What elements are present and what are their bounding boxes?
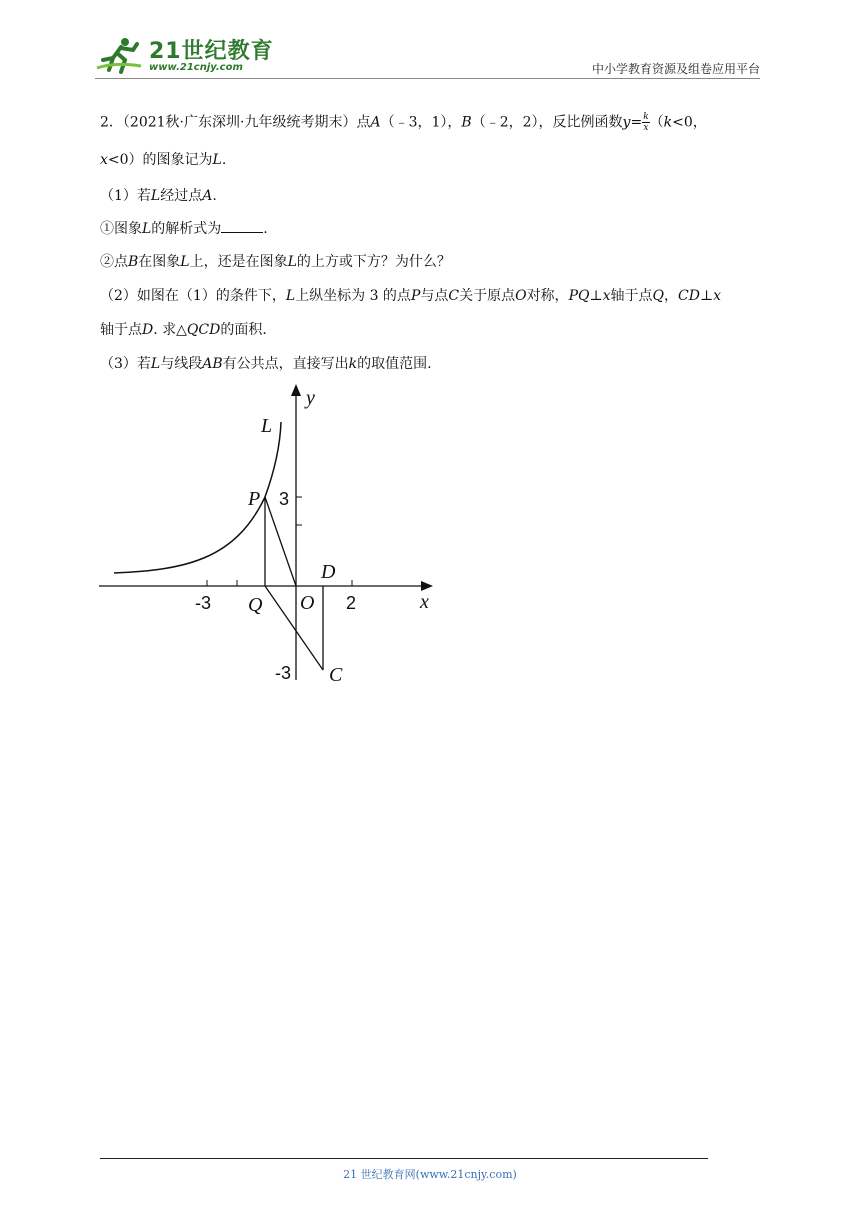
runner-logo-icon	[95, 36, 147, 76]
part-3	[100, 354, 760, 374]
point-b: B	[128, 254, 139, 270]
text: 的上方或下方？为什么？	[296, 254, 451, 270]
point-c: C	[448, 288, 460, 304]
figure-svg	[95, 380, 440, 690]
var-x: x	[713, 288, 722, 304]
logo-text: 21世纪教育	[149, 39, 274, 64]
label-neg3-y: -3	[275, 663, 292, 683]
var-x: x	[100, 152, 108, 168]
text: 有公共点，直接写出	[222, 356, 349, 372]
frac-denominator: x	[643, 123, 649, 133]
var-k: k	[663, 114, 673, 131]
label-d: D	[321, 561, 336, 583]
header-platform-name: 中小学教育资源及组卷应用平台	[591, 62, 760, 76]
text: （﹣2，2），反比例函数	[471, 114, 623, 131]
text: 上纵坐标为 3 的点	[295, 288, 411, 304]
question-source: （2021秋·广东深圳·九年级统考期末）	[122, 114, 357, 131]
var-l: L	[212, 152, 222, 168]
label-3: 3	[279, 489, 290, 509]
text: 上，还是在图象	[189, 254, 288, 270]
footer-text[interactable]: 21 世纪教育网(www.21cnjy.com)	[343, 1168, 517, 1181]
sub-question-1	[100, 218, 760, 239]
perp-symbol: ⊥	[589, 288, 603, 304]
point-a: A	[370, 114, 381, 131]
page-header	[95, 30, 760, 80]
text: 点	[356, 114, 371, 131]
text: （3）若	[100, 356, 151, 372]
text: <0）的图象记为	[107, 152, 213, 168]
label-o: O	[300, 592, 315, 614]
text: .	[212, 188, 217, 204]
text: ①图象	[100, 221, 142, 237]
frac-numerator: k	[643, 112, 649, 122]
question-line-2	[100, 150, 760, 170]
text: （1）若	[100, 188, 151, 204]
var-x: x	[602, 288, 611, 304]
label-p: P	[248, 488, 261, 510]
var-l: L	[287, 254, 297, 270]
segment-pq: PQ	[568, 288, 590, 304]
text: .	[263, 221, 268, 237]
text: 的解析式为	[151, 221, 222, 237]
text: 在图象	[138, 254, 181, 270]
triangle-qcd: QCD	[186, 322, 221, 338]
text: 与线段	[160, 356, 203, 372]
perp-symbol: ⊥	[699, 288, 714, 304]
var-y: y	[622, 114, 631, 131]
text: （﹣3，1），	[380, 114, 462, 131]
segment-po	[265, 497, 296, 586]
label-q: Q	[248, 594, 263, 616]
equals: =	[630, 114, 643, 131]
point-a: A	[202, 188, 213, 204]
coordinate-figure	[95, 380, 440, 690]
text: 的取值范围.	[357, 356, 432, 372]
point-o: O	[515, 288, 527, 304]
text: ，	[664, 288, 679, 304]
point-d: D	[142, 322, 154, 338]
text: 对称，	[526, 288, 569, 304]
label-y: y	[306, 387, 315, 409]
var-l: L	[150, 188, 161, 204]
segment-ab: AB	[202, 356, 223, 372]
text: <0，	[672, 114, 707, 131]
text: ②点	[100, 254, 128, 270]
point-q: Q	[652, 288, 665, 304]
text: （2）如图在（1）的条件下，	[100, 288, 286, 304]
var-l: L	[180, 254, 190, 270]
footer-divider	[100, 1158, 708, 1159]
question-number: 2．	[100, 114, 123, 131]
text: 的面积.	[220, 322, 267, 338]
x-axis-arrow-icon	[421, 581, 433, 591]
text: 与点	[420, 288, 449, 304]
var-l: L	[285, 288, 296, 304]
label-c: C	[329, 664, 343, 686]
var-k: k	[348, 356, 358, 372]
text: （	[649, 114, 664, 131]
label-l: L	[261, 415, 273, 437]
text: 轴于点	[100, 322, 142, 338]
point-p: P	[410, 288, 421, 304]
point-b: B	[461, 114, 472, 131]
part-2-line-2	[100, 320, 760, 340]
text: 经过点	[160, 188, 203, 204]
var-l: L	[142, 221, 152, 237]
y-axis-arrow-icon	[291, 384, 301, 396]
part-2-line-1	[100, 286, 760, 306]
question-line-1	[100, 112, 760, 133]
site-logo	[95, 32, 274, 78]
segment-cd: CD	[678, 288, 700, 304]
logo-url: www.21cnjy.com	[149, 62, 243, 73]
header-divider	[95, 78, 760, 79]
text: .	[221, 152, 227, 168]
text: . 求△	[153, 322, 187, 338]
text: 轴于点	[610, 288, 653, 304]
label-neg3-x: -3	[195, 593, 212, 613]
text: 关于原点	[459, 288, 516, 304]
label-x: x	[420, 591, 429, 613]
label-2: 2	[346, 593, 357, 613]
fraction-k-over-x	[642, 112, 649, 133]
sub-question-2	[100, 252, 760, 272]
part-1	[100, 186, 760, 206]
answer-blank	[221, 218, 263, 233]
var-l: L	[150, 356, 161, 372]
